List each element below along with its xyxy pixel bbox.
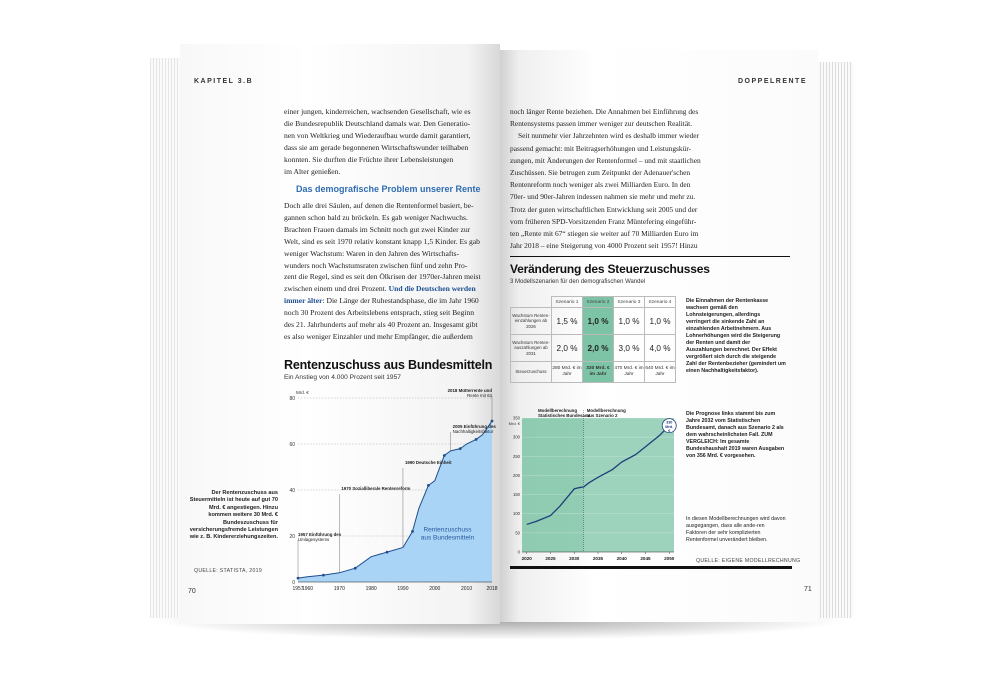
- area-fill: [298, 421, 492, 582]
- chart-subtitle-right: 3 Modellszenarien für den demografischen Wandel: [510, 279, 646, 285]
- text-span: : Die Länge der Ruhestandsphase, die im Jahr 1960: [322, 296, 479, 306]
- note-right-1: Die Einnahmen der Rentenkasse wachsen gemäß den Lohnsteigerungen, allerdings verringert die sinkende Zahl an einzahlenden Arbeitnehmern. Aus Lohnerhöhungen wird die Steigerung der Renten und damit der Auszahlungen berechnet. Der Effekt vergrößert sich durch die steigende Zahl der Rentenbezieher (gemindert um einen Nachhaltigkeitsfaktor).: [686, 298, 786, 374]
- text-line: wunders noch Wachstumsraten zwischen fünf und zehn Pro-: [284, 260, 468, 270]
- text-line: Rentensystems passen immer weniger zur deutschen Realität.: [510, 119, 693, 129]
- x-tick-label: 1970: [333, 586, 345, 592]
- region-label: aus Szenario 2: [586, 413, 618, 418]
- note-right-2: Die Prognose links stammt bis zum Jahre 2032 vom Statistischen Bundesamt, danach aus Szenario 2 als dem wahrscheinlichsten Fall. ZUM VERGLEICH: Im gesamte Bundeshaushalt 2019 waren Ausgaben von 356 Mrd. € vorgesehen.: [686, 411, 785, 459]
- table-header: Szenario 4: [645, 297, 676, 308]
- data-point: [459, 447, 462, 450]
- annotation-label: Nachhaltigkeitsfaktor: [452, 429, 494, 434]
- data-point: [411, 530, 414, 533]
- end-value-label: 330: [666, 420, 673, 425]
- text-line: Seit nunmehr vier Jahrzehnten wird es deshalb immer wieder: [518, 131, 700, 141]
- y-tick-label: 250: [513, 453, 520, 459]
- end-value-label: Mrd.: [665, 425, 674, 430]
- y-unit-label: Mrd. €: [296, 390, 309, 395]
- y-tick-label: 100: [513, 511, 520, 517]
- y-tick-label: 50: [515, 530, 520, 536]
- highlight-text: immer älter: [284, 296, 323, 306]
- data-point: [443, 454, 446, 457]
- data-point: [354, 567, 357, 570]
- data-point: [427, 484, 430, 487]
- y-tick-label: 80: [289, 396, 295, 402]
- table-cell: 4,0 %: [645, 335, 676, 362]
- section-subheading: Das demografische Problem unserer Rente: [296, 184, 481, 194]
- table-cell: 1,0 %: [645, 308, 676, 335]
- x-tick-label: 2050: [664, 556, 675, 561]
- text-line: zungen, mit Änderungen der Rentenformel – und mit staatlichen: [510, 155, 701, 165]
- body-paragraph: [284, 200, 500, 343]
- text-line: Doch alle drei Säulen, auf denen die Rentenformel basiert, be-: [284, 201, 474, 210]
- text-line: dass sie am gerade begonnenen Wirtschaftswunder teilhaben: [284, 142, 469, 152]
- row-label: Wachstum Renten-einzahlungen ab 2026: [511, 308, 552, 335]
- table-header: Szenario 1: [552, 297, 583, 308]
- annotation-label: 1957 Einführung des: [298, 532, 342, 537]
- y-tick-label: 40: [289, 488, 295, 494]
- text-line: noch 30 Prozent des Arbeitslebens entsprach, stieg seit Beginn: [284, 308, 475, 318]
- note-right-3: In diesen Modellberechnungen wird davon ausgegangen, dass alle ande-ren Faktoren der sehr komplizierten Rentenformel unverändert bleiben.: [686, 516, 786, 543]
- text-line: Welt, sind es seit 1970 relativ konstant knapp 1,5 Kinder. Es gab: [284, 236, 480, 246]
- annotation-label: Rente mit 63: [467, 393, 492, 398]
- right-page: [500, 50, 818, 622]
- x-tick-label: 2040: [616, 556, 627, 561]
- y-tick-label: 0: [292, 580, 295, 586]
- end-value-label: €: [668, 429, 671, 434]
- chart-top-rule: [510, 256, 790, 257]
- text-line: Zuschüssen. Sie betrugen zum Zeitpunkt der Adenauer'schen: [510, 168, 691, 178]
- annotation-label: 1990 Deutsche Einheit: [404, 460, 452, 465]
- x-tick-label: 2018: [486, 586, 498, 592]
- text-line: vom früheren SPD-Vorsitzenden Franz Müntefering eingeführ-: [510, 216, 697, 226]
- row-label: Wachstum Renten-auszahlungen ab 2031: [511, 335, 552, 362]
- scenario-table: [510, 296, 676, 383]
- region-label: Modellberechnung: [586, 408, 626, 413]
- text-line: [284, 283, 500, 295]
- text-line: die Bundesrepublik Deutschland damals war. Den Generatio-: [284, 118, 471, 128]
- text-line: Trotz der guten wirtschaftlichen Entwicklung seit 2005 und der: [510, 204, 698, 214]
- table-cell: 1,0 %: [614, 308, 645, 335]
- text-span: zwischen einem und drei Prozent.: [284, 284, 387, 294]
- data-point: [322, 574, 325, 577]
- area-chart: [280, 386, 500, 598]
- table-cell: 1,5 %: [552, 308, 583, 335]
- y-tick-label: 150: [513, 492, 520, 498]
- table-cell: 280 Mrd. € im Jahr: [552, 362, 583, 383]
- text-line: Jahr 2018 – eine Steigerung von 4000 Prozent seit 1957! Hinzu: [510, 241, 698, 251]
- table-cell: 1,0 %: [583, 308, 614, 335]
- table-row: [511, 335, 676, 362]
- x-tick-label: 2030: [569, 556, 580, 561]
- x-tick-label: 2025: [545, 556, 556, 561]
- text-line: nen von Weltkrieg und Wiederaufbau wurde damit garantiert,: [284, 130, 471, 140]
- x-tick-label: 2010: [460, 586, 473, 592]
- x-tick-label: 2035: [592, 556, 604, 561]
- x-tick-label: 1990: [397, 586, 409, 592]
- y-tick-label: 300: [513, 434, 520, 440]
- y-tick-label: 60: [289, 442, 295, 448]
- chart-bottom-rule: [510, 566, 792, 569]
- y-tick-label: 0: [517, 549, 520, 555]
- table-header: Szenario 3: [614, 297, 645, 308]
- chart-title-right: Veränderung des Steuerzuschusses: [510, 262, 710, 276]
- x-tick-label: 1960: [301, 586, 314, 592]
- table-cell: 640 Mrd. € im Jahr: [645, 362, 676, 383]
- table-header-row: [511, 297, 676, 308]
- x-tick-label: 2000: [429, 586, 441, 592]
- text-line: Brachten Frauen damals im Schnitt noch gut zwei Kinder zur: [284, 224, 471, 234]
- text-line: passend gemacht: mit Beitragserhöhungen und Leistungskür-: [510, 143, 692, 153]
- x-tick-label: 2020: [521, 556, 532, 561]
- x-tick-label: 1980: [365, 586, 377, 592]
- y-tick-label: 20: [289, 534, 295, 540]
- table-cell: 470 Mrd. € im Jahr: [614, 362, 645, 383]
- chart-title-left: Rentenzuschuss aus Bundesmitteln: [284, 358, 493, 372]
- text-line: im Alter genießen.: [284, 166, 341, 176]
- table-row: [511, 362, 676, 383]
- table-corner: [511, 297, 552, 308]
- series-label: Rentenzuschuss: [423, 526, 472, 534]
- chart-subtitle-left: Ein Anstieg von 4.000 Prozent seit 1957: [284, 374, 401, 381]
- table-cell: 2,0 %: [583, 335, 614, 362]
- highlight-text: Und die Deutschen werden: [388, 284, 476, 294]
- x-tick-label: 2045: [640, 556, 651, 561]
- y-tick-label: 350: [513, 415, 520, 421]
- text-line: noch länger Rente beziehen. Die Annahmen bei Einführung des: [510, 107, 699, 116]
- page-number-right: 71: [804, 586, 812, 593]
- text-line: 70er- und 90er-Jahren indessen nahmen sie mehr und mehr zu.: [510, 192, 696, 202]
- y-unit-label: Mrd. €: [508, 421, 520, 426]
- data-point: [386, 551, 389, 554]
- source-left: QUELLE: STATISTA, 2019: [194, 568, 263, 574]
- table-row: [511, 308, 676, 335]
- line-chart: [506, 406, 686, 572]
- text-line: einer jungen, kinderreichen, wachsenden Gesellschaft, wie es: [284, 107, 471, 116]
- y-tick-label: 200: [513, 472, 520, 478]
- series-label: aus Bundesmitteln: [420, 534, 475, 542]
- side-note-left: Der Rentenzuschuss aus Steuermitteln ist heute auf gut 70 Mrd. € angestiegen. Hinzu kommen weitere 30 Mrd. € Bundeszuschuss für versicherungsfremde Leistungen wie z. B. Kindererziehungszeiten.: [189, 490, 278, 541]
- text-line: es also weniger Einzahler und mehr Empfänger, die außerdem: [284, 331, 473, 341]
- running-head-left: KAPITEL 3.B: [194, 78, 254, 85]
- text-line: des 21. Jahrhunderts auf mehr als 40 Prozent an. Insgesamt gibt: [284, 320, 478, 330]
- table-cell: 2,0 %: [552, 335, 583, 362]
- page-number-left: 70: [188, 588, 196, 595]
- intro-paragraph: [284, 106, 500, 177]
- text-line: konnten. Sie durften die Früchte ihrer Lebensleistungen: [284, 154, 454, 164]
- page-edges-right: [815, 62, 853, 618]
- row-label: Steuerzuschuss: [511, 362, 552, 383]
- source-right: QUELLE: EIGENE MODELLRECHNUNG: [696, 558, 801, 564]
- table-header: Szenario 2: [583, 297, 614, 308]
- text-line: gannen schon bald zu bröckeln. Es gab weniger Nachwuchs.: [284, 212, 468, 222]
- annotation-label: 2005 Einführung des: [452, 424, 496, 429]
- text-line: [284, 295, 500, 307]
- annotation-label: Umlagesystems: [298, 537, 330, 542]
- text-line: Rentenreform noch weniger als zwei Milliarden Euro. In den: [510, 180, 691, 190]
- table-cell: 330 Mrd. € im Jahr: [583, 362, 614, 383]
- x-tick-label: 1957: [292, 586, 304, 592]
- body-paragraph-right: [510, 106, 722, 252]
- left-page: [180, 44, 500, 624]
- scenario-region: [584, 418, 674, 552]
- table-cell: 3,0 %: [614, 335, 645, 362]
- running-head-right: DOPPELRENTE: [738, 78, 808, 85]
- text-line: weniger Wachstum: Waren in den Jahren des Wirtschafts-: [284, 248, 459, 258]
- region-label: Modellberechnung: [538, 408, 578, 413]
- data-point: [475, 438, 478, 441]
- text-line: zent die Regel, sind es seit den Ölkrisen der 1970er-Jahren meist: [284, 272, 481, 282]
- annotation-label: 1970 Sozialliberale Rentenreform: [341, 486, 411, 491]
- text-line: ten „Rente mit 67“ stiegen sie weiter auf 70 Milliarden Euro im: [510, 229, 699, 239]
- scenario-region: [522, 418, 584, 552]
- page-edges-left: [150, 58, 180, 618]
- annotation-label: 2018 Mütterrente und: [447, 388, 492, 393]
- region-label: Statistisches Bundesamt: [538, 413, 591, 418]
